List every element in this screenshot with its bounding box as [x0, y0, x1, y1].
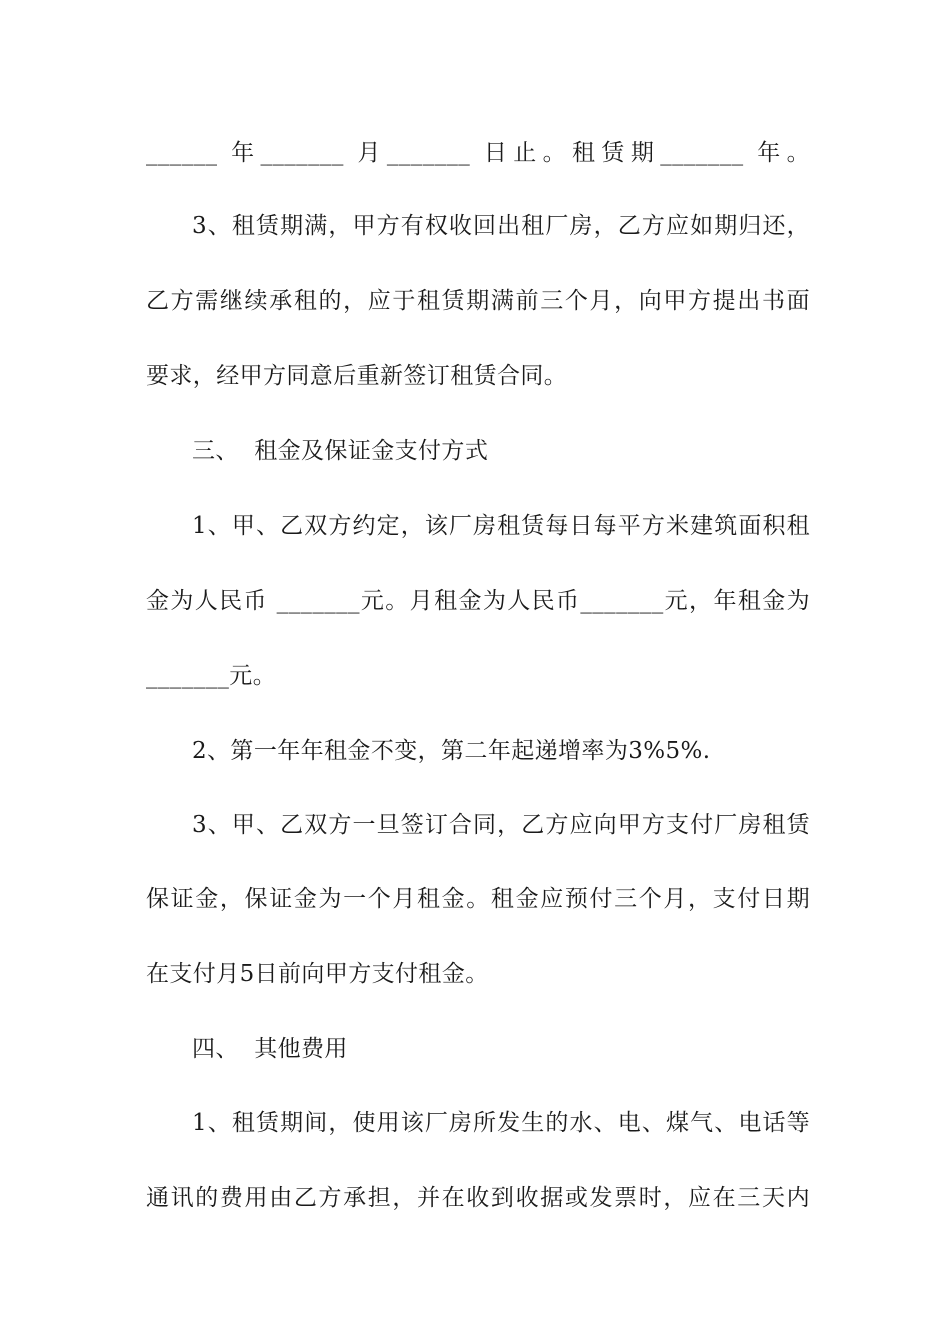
clause-3-2-line: 2、第一年年租金不变，第二年起递增率为3%5%. — [192, 738, 711, 764]
clause-3-1-line-3: _______元。 — [146, 663, 277, 689]
clause-2-3-line-3: 要求，经甲方同意后重新签订租赁合同。 — [146, 363, 568, 389]
clause-3-1-line-1: 1、甲、乙双方约定，该厂房租赁每日每平方米建筑面积租 — [192, 513, 810, 539]
clause-3-3-line-1: 3、甲、乙双方一旦签订合同，乙方应向甲方支付厂房租赁 — [192, 812, 810, 838]
lease-end-date-line: ______ 年_______ 月_______ 日止。租赁期_______ 年。 — [146, 140, 810, 166]
clause-2-3-line-1: 3、租赁期满，甲方有权收回出租厂房，乙方应如期归还， — [192, 213, 810, 239]
clause-3-1-line-2: 金为人民币 _______元。月租金为人民币_______元，年租金为 — [146, 588, 810, 614]
section-3-heading: 三、 租金及保证金支付方式 — [192, 438, 489, 464]
clause-3-3-line-3: 在支付月5日前向甲方支付租金。 — [146, 961, 489, 987]
clause-2-3-line-2: 乙方需继续承租的，应于租赁期满前三个月，向甲方提出书面 — [146, 288, 810, 314]
clause-4-1-line-1: 1、租赁期间，使用该厂房所发生的水、电、煤气、电话等 — [192, 1110, 810, 1136]
section-4-heading: 四、 其他费用 — [192, 1036, 348, 1062]
clause-3-3-line-2: 保证金，保证金为一个月租金。租金应预付三个月，支付日期 — [146, 886, 810, 912]
clause-4-1-line-2: 通讯的费用由乙方承担，并在收到收据或发票时，应在三天内 — [146, 1185, 810, 1211]
